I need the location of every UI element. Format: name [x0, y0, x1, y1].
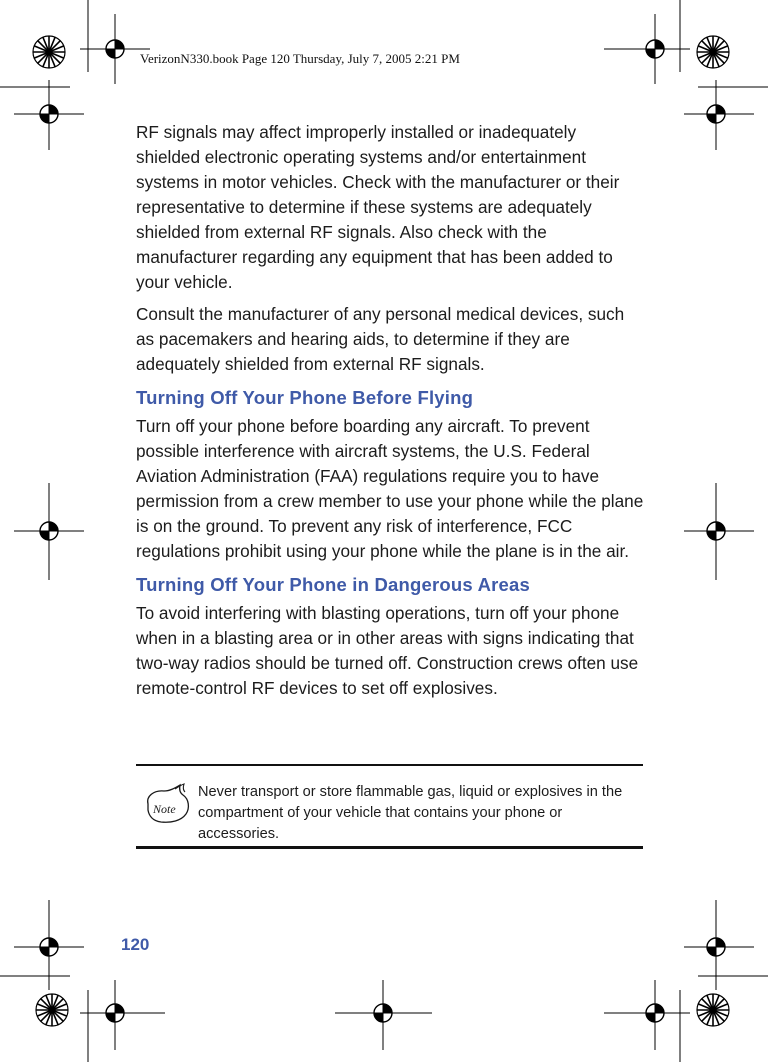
starburst-target — [33, 36, 65, 68]
print-header-info: VerizonN330.book Page 120 Thursday, July 7, 2005 2:21 PM — [140, 51, 460, 66]
paragraph-flying: Turn off your phone before boarding any aircraft. To prevent possible interference with aircraft systems, the U.S. Federal Aviation Administration (FAA) regulations require you to have permission from a crew member to use your phone while the plane is on the ground. To prevent any risk of interference, FCC regulations prohibit using your phone while the plane is in the air. — [136, 416, 644, 561]
starburst-target — [36, 994, 68, 1026]
note-text: Never transport or store flammable gas, liquid or explosives in the compartment of your vehicle that contains your phone or accessories. — [198, 784, 623, 842]
paragraph-dangerous-areas: To avoid interfering with blasting operations, turn off your phone when in a blasting area or in other areas with signs indicating that two-way radios should be turned off. Construction crews often use remote-control RF devices to set off explosives. — [136, 603, 639, 698]
starburst-target — [697, 994, 729, 1026]
page-body — [136, 120, 644, 708]
section-heading-flying: Turning Off Your Phone Before Flying — [136, 387, 474, 408]
starburst-target — [697, 36, 729, 68]
page-number: 120 — [121, 935, 150, 954]
section-heading-dangerous-areas: Turning Off Your Phone in Dangerous Areas — [136, 574, 530, 595]
note-box — [136, 764, 643, 849]
note-icon — [142, 782, 192, 828]
paragraph-medical-devices: Consult the manufacturer of any personal medical devices, such as pacemakers and hearing aids, to determine if they are adequately shielded from external RF signals. — [136, 304, 625, 374]
svg-text:Note: Note — [153, 802, 176, 816]
paragraph-rf-vehicles: RF signals may affect improperly installed or inadequately shielded electronic operating systems and/or entertainment systems in motor vehicles. Check with the manufacturer or their representative to determine if these systems are adequately shielded from external RF signals. Also check with the manufacturer regarding any equipment that has been added to your vehicle. — [136, 122, 620, 292]
